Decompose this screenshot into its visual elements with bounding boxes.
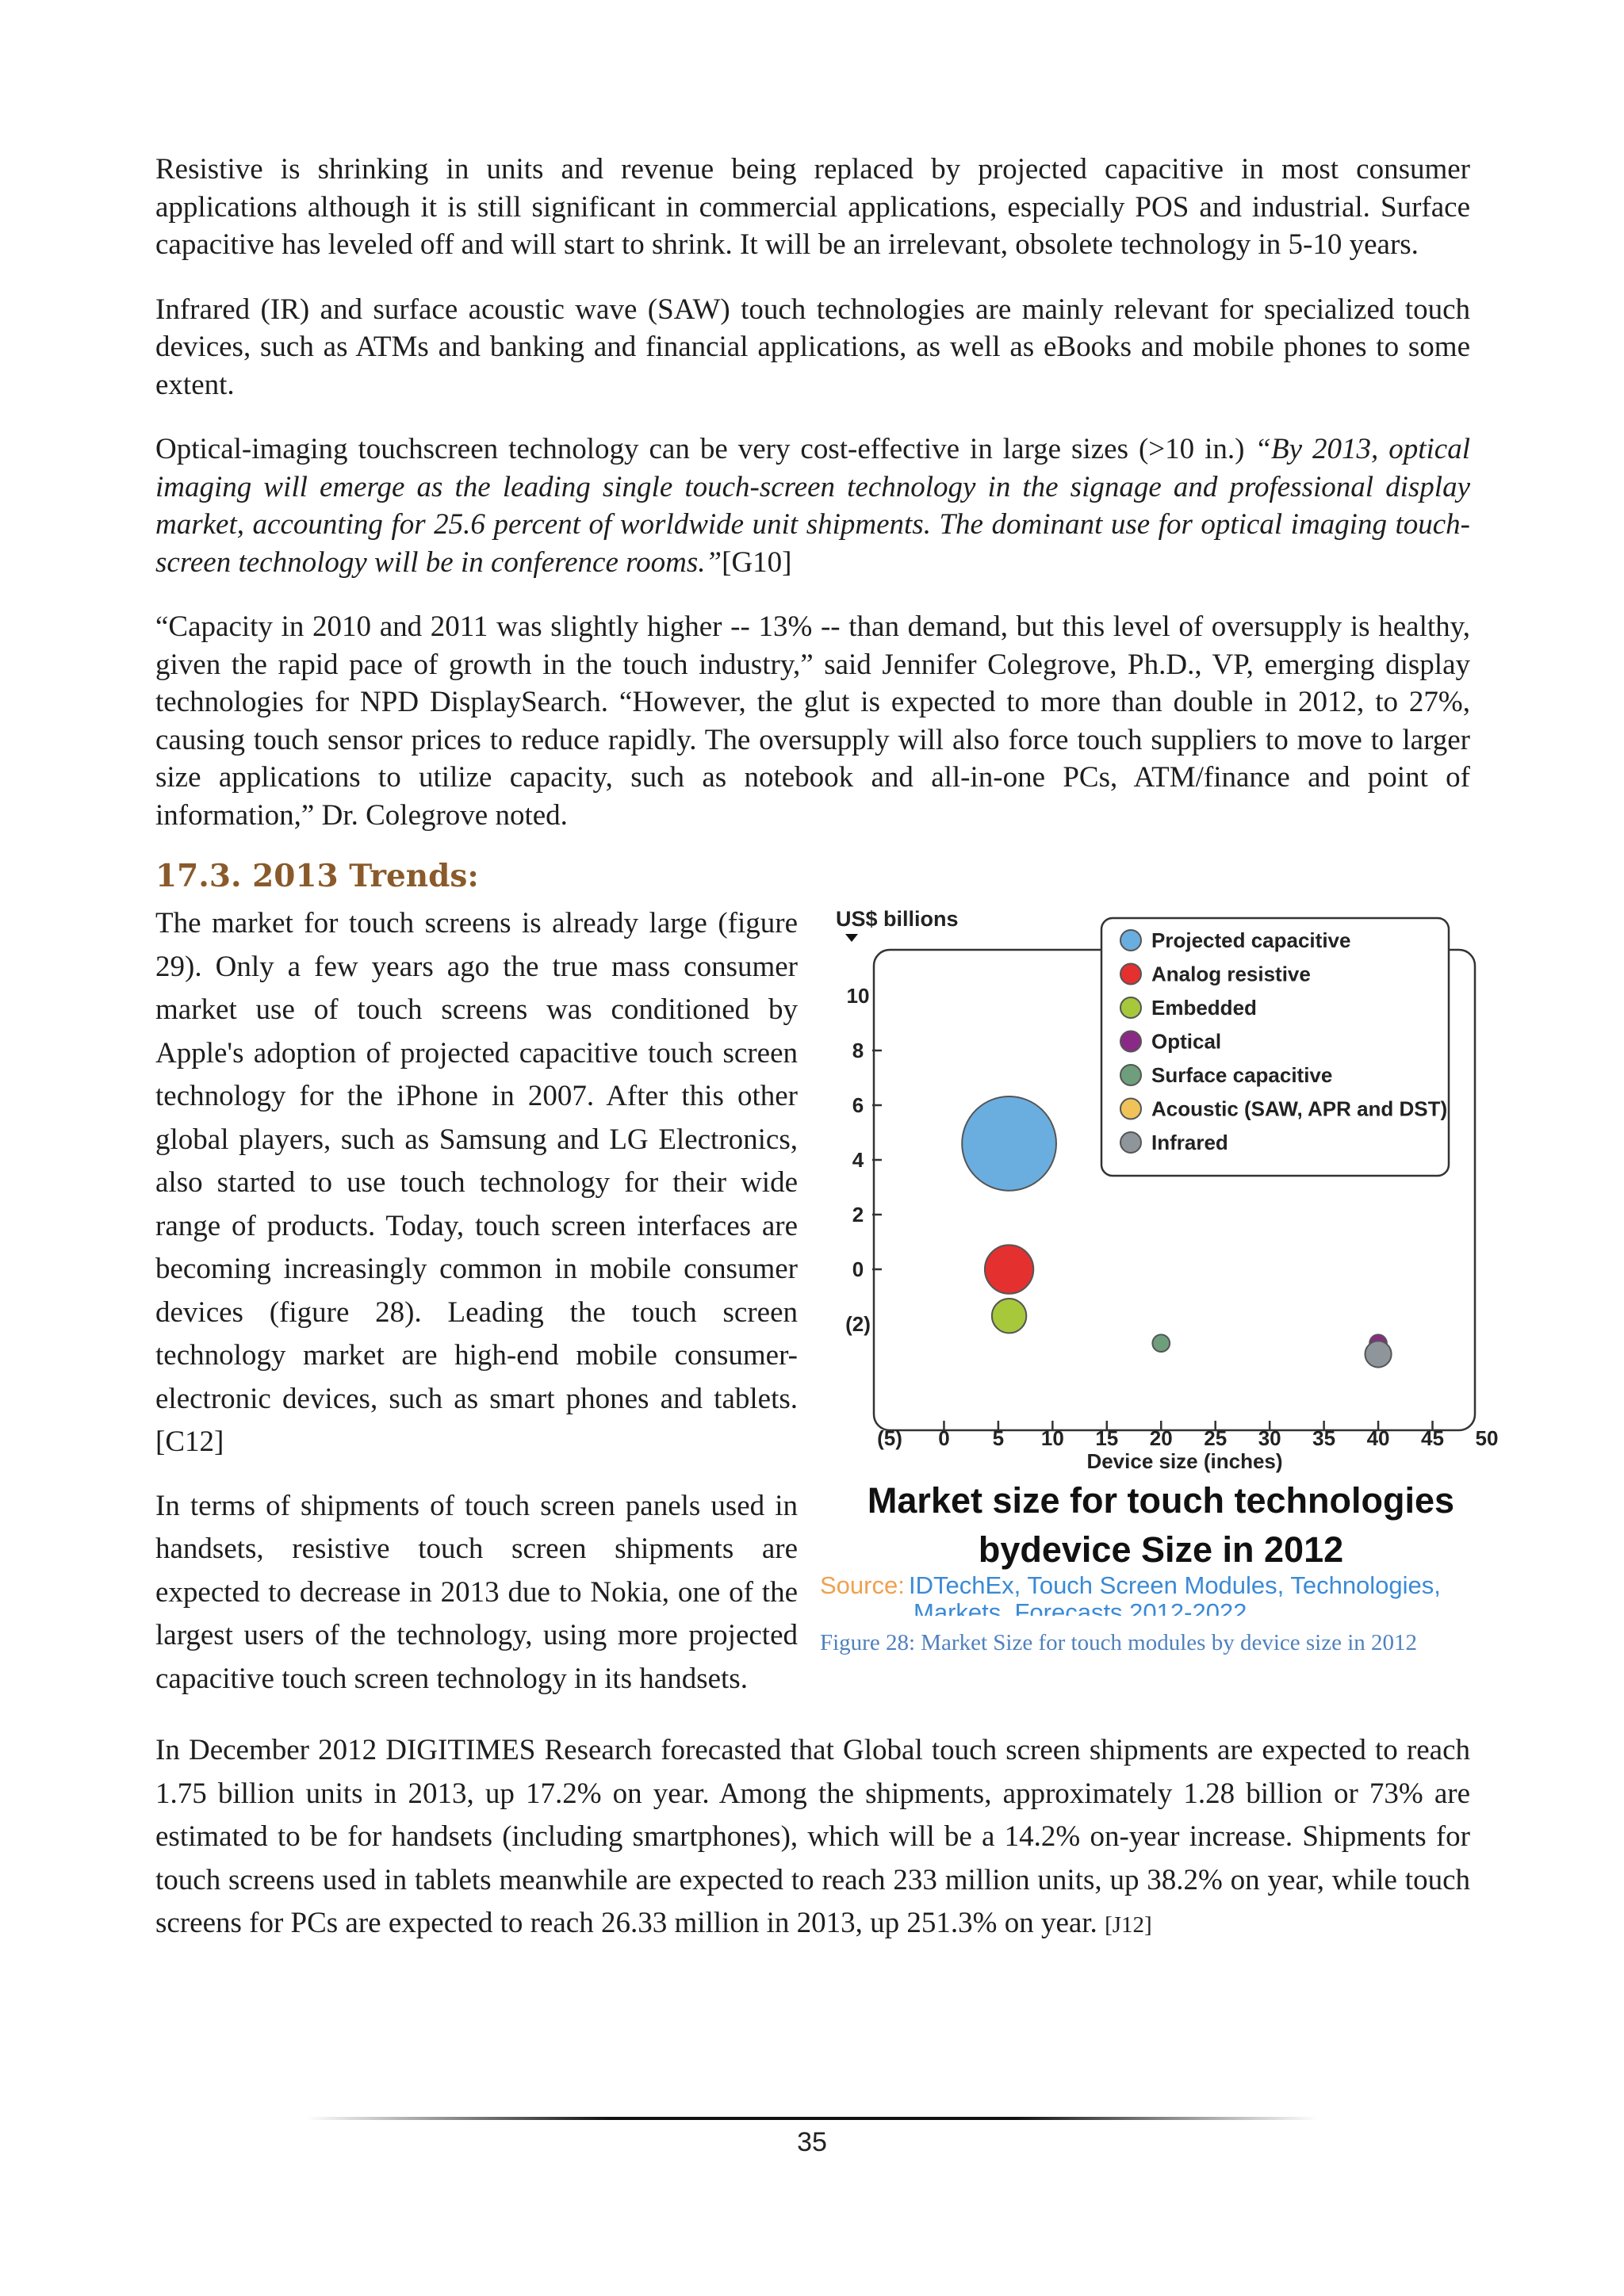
- section-heading: 17.3. 2013 Trends:: [155, 858, 479, 894]
- x-axis-label: Device size (inches): [1086, 1449, 1283, 1473]
- paragraph-infrared: Infrared (IR) and surface acoustic wave (SAW) touch technologies are mainly relevant for specialized touch devices, such as ATMs and banking and financial applications, as well as eBooks and mobile phones to some extent.: [155, 293, 1470, 401]
- digitimes-text: In December 2012 DIGITIMES Research forecasted that Global touch screen shipments are expected to reach 1.75 billion units in 2013, up 17.2% on year. Among the shipments, approximately 1.28 billion or 73% are estimated to be for handsets (including smartphones), which will be a 14.2% on-year increase. Shipments for touch screens used in tablets meanwhile are expected to reach 233 million units, up 38.2% on year, while touch screens for PCs are expected to reach 26.33 million in 2013, up 251.3% on year.: [155, 1734, 1470, 1939]
- legend-label-analog-resistive: Analog resistive: [1151, 962, 1311, 986]
- y-axis-label: US$ billions: [836, 907, 959, 931]
- bubble-projected-capacitive: [962, 1096, 1056, 1191]
- legend-label-optical: Optical: [1151, 1029, 1222, 1054]
- bubble-infrared: [1365, 1341, 1391, 1367]
- bubble-chart: [820, 902, 1502, 1616]
- bubble-analog-resistive: [985, 1245, 1033, 1293]
- y-tick-label: 8: [852, 1039, 864, 1062]
- source-line1: IDTechEx, Touch Screen Modules, Technologies,: [909, 1571, 1441, 1599]
- x-tick-label: 35: [1312, 1426, 1336, 1450]
- optical-lead: Optical-imaging touchscreen technology can be very cost-effective in large sizes (>10 in.): [155, 433, 1255, 465]
- optical-quote: “By 2013, optical imaging will emerge as the leading single touch-screen technology in the signage and professional display market, accounting for 25.6 percent of worldwide unit shipments. The dominant use for optical imaging touch-screen technology will be in conference rooms.”: [155, 433, 1470, 579]
- paragraph-optical: [155, 430, 1470, 581]
- source-line2: Markets, Forecasts 2012-2022.: [914, 1598, 1254, 1616]
- y-axis-arrow-icon: [845, 934, 858, 942]
- paragraph-resistive: Resistive is shrinking in units and revenue being replaced by projected capacitive in most consumer applications although it is still significant in commercial applications, especially POS and industrial. Surface capacitive has leveled off and will start to shrink. It will be an irrelevant, obsolete technology in 5-10 years.: [155, 153, 1470, 261]
- legend-swatch-embedded: [1120, 997, 1141, 1018]
- legend-label-infrared: Infrared: [1151, 1131, 1228, 1154]
- legend-label-surface-capacitive: Surface capacitive: [1151, 1063, 1333, 1087]
- legend-swatch-analog-resistive: [1120, 964, 1141, 985]
- legend-swatch-surface-capacitive: [1120, 1065, 1141, 1085]
- figure-28: [820, 902, 1502, 1698]
- page-content: [155, 151, 1499, 1947]
- legend-swatch-projected-capacitive: [1120, 930, 1141, 951]
- x-tick-label: 20: [1149, 1426, 1173, 1450]
- x-tick-label: 45: [1421, 1426, 1444, 1450]
- y-tick-label: 4: [852, 1148, 864, 1172]
- y-tick-label: 6: [852, 1093, 864, 1117]
- y-tick-label: 10: [846, 984, 870, 1008]
- x-tick-label: 5: [992, 1426, 1005, 1450]
- x-tick-label: 15: [1095, 1426, 1119, 1450]
- y-tick-label: (2): [845, 1312, 871, 1336]
- x-axis: [877, 1421, 1498, 1450]
- paragraph-capacity: “Capacity in 2010 and 2011 was slightly higher -- 13% -- than demand, but this level of oversupply is healthy, given the rapid pace of growth in the touch industry,” said Jennifer Colegrove, Ph.D., VP, emerging display technologies for NPD DisplaySearch. “However, the glut is expected to more than double in 2012, to 27%, causing touch sensor prices to reduce rapidly. The oversupply will also force touch suppliers to move to larger size applications to utilize capacity, such as notebook and all-in-one PCs, ATM/finance and point of information,” Dr. Colegrove noted.: [155, 610, 1470, 832]
- page-number: 35: [797, 2127, 827, 2157]
- paragraph-digitimes: [155, 1729, 1470, 1947]
- bubble-surface-capacitive: [1152, 1334, 1170, 1352]
- x-tick-label: 50: [1475, 1426, 1499, 1450]
- x-tick-label: 30: [1258, 1426, 1281, 1450]
- legend-swatch-acoustic-saw-apr-and-dst: [1120, 1099, 1141, 1119]
- paragraph-market: The market for touch screens is already large (figure 29). Only a few years ago the true mass consumer market use of touch screens was conditioned by Apple's adoption of projected capacitive touch screen technology for the iPhone in 2007. After this other global players, such as Samsung and LG Electronics, also started to use touch technology for their wide range of products. Today, touch screen interfaces are becoming increasingly common in mobile consumer devices (figure 28). Leading the touch screen technology market are high-end mobile consumer-electronic devices, such as smart phones and tablets.[C12]: [155, 907, 798, 1458]
- legend-swatch-infrared: [1120, 1132, 1141, 1153]
- legend-label-embedded: Embedded: [1151, 996, 1257, 1020]
- chart-title-line1: Market size for touch technologies: [867, 1480, 1455, 1521]
- chart-title-by: by: [978, 1529, 1021, 1570]
- paragraph-shipments: In terms of shipments of touch screen panels used in handsets, resistive touch screen shipments are expected to decrease in 2013 due to Nokia, one of the largest users of the technology, using more projected capacitive touch screen technology in its handsets.: [155, 1489, 798, 1695]
- chart-title-line2: [979, 1529, 1343, 1570]
- source-label: Source:: [820, 1571, 905, 1599]
- x-tick-label: (5): [877, 1426, 902, 1450]
- trends-section: [155, 902, 1499, 1947]
- legend-label-projected-capacitive: Projected capacitive: [1151, 928, 1351, 952]
- bubble-embedded: [992, 1299, 1026, 1333]
- chart-title-rest: device Size in 2012: [1020, 1529, 1344, 1570]
- x-tick-label: 40: [1366, 1426, 1390, 1450]
- citation-j12: [J12]: [1105, 1912, 1152, 1938]
- y-tick-label: 0: [852, 1257, 864, 1281]
- y-axis: [845, 984, 882, 1336]
- x-tick-label: 10: [1040, 1426, 1064, 1450]
- y-tick-label: 2: [852, 1203, 864, 1226]
- x-tick-label: 25: [1204, 1426, 1228, 1450]
- legend-swatch-optical: [1120, 1031, 1141, 1052]
- x-tick-label: 0: [938, 1426, 950, 1450]
- legend-label-acoustic-saw-apr-and-dst: Acoustic (SAW, APR and DST): [1151, 1096, 1448, 1121]
- footer-divider: [306, 2117, 1318, 2120]
- citation-g10: [G10]: [722, 545, 792, 579]
- figure-caption: Figure 28: Market Size for touch modules by device size in 2012: [820, 1630, 1418, 1655]
